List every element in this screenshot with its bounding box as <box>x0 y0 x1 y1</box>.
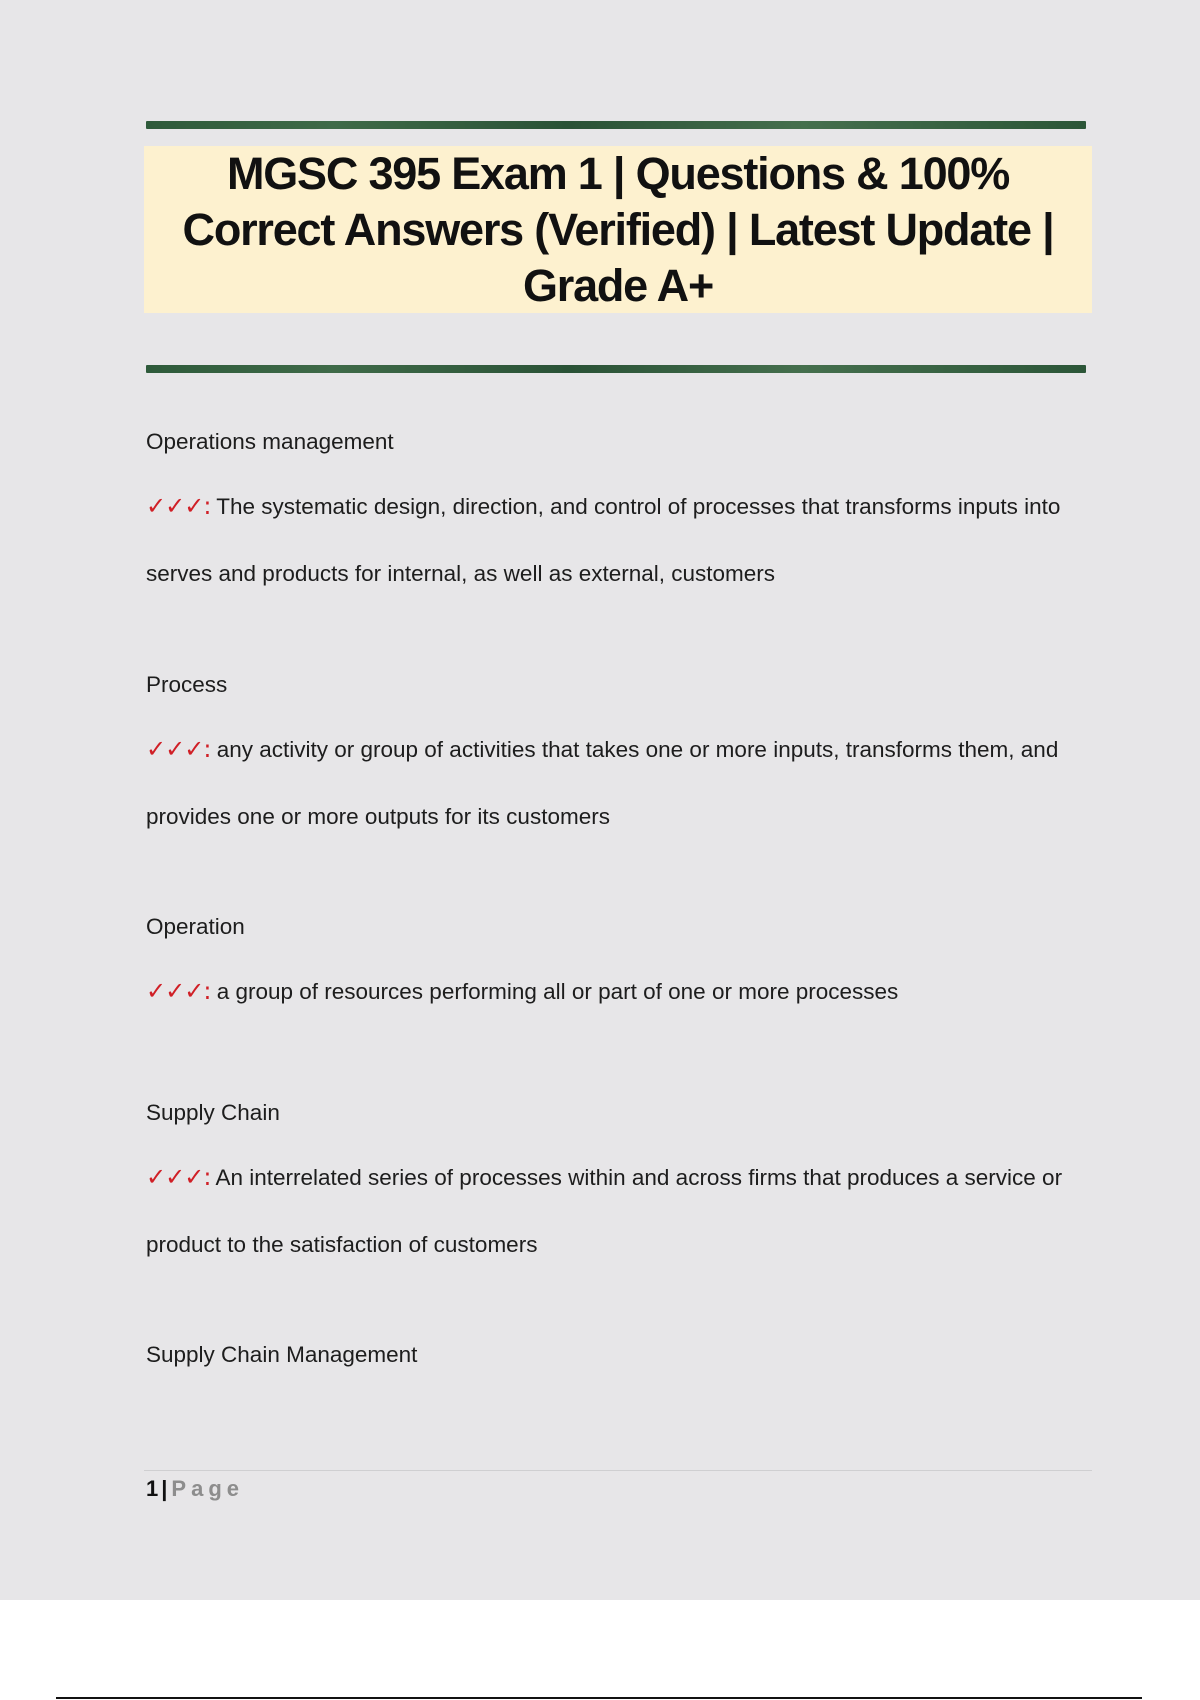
document-title: MGSC 395 Exam 1 | Questions & 100% Correct Answers (Verified) | Latest Update | Grade A+ <box>182 147 1054 311</box>
page-label: Page <box>171 1476 244 1501</box>
answer-text <box>146 473 1091 607</box>
answer-body: The systematic design, direction, and control of processes that transforms inputs into serves and products for internal, as well as external, customers <box>146 494 1061 586</box>
question-term: Operation <box>146 914 245 939</box>
answer-text <box>146 716 1091 850</box>
title-banner <box>144 146 1092 313</box>
answer-body: any activity or group of activities that takes one or more inputs, transforms them, and provides one or more outputs for its customers <box>146 737 1059 829</box>
title-bottom-rule <box>146 365 1086 373</box>
footer-separator: | <box>161 1476 168 1501</box>
question-term: Supply Chain Management <box>146 1342 418 1367</box>
question-term: Supply Chain <box>146 1100 280 1125</box>
footer-divider <box>144 1470 1092 1471</box>
page-number: 1 <box>146 1476 159 1501</box>
answer-text <box>146 1144 1091 1278</box>
answer-text <box>146 958 1091 1025</box>
check-mark-icon: ✓✓✓: <box>146 1163 211 1191</box>
answer-body: An interrelated series of processes within and across firms that produces a service or product to the satisfaction of customers <box>146 1165 1063 1257</box>
question-term: Process <box>146 672 228 697</box>
question-term: Operations management <box>146 429 394 454</box>
check-mark-icon: ✓✓✓: <box>146 492 211 520</box>
page-footer <box>146 1476 244 1502</box>
viewer-bottom-border <box>56 1697 1142 1699</box>
check-mark-icon: ✓✓✓: <box>146 977 211 1005</box>
check-mark-icon: ✓✓✓: <box>146 735 211 763</box>
answer-body: a group of resources performing all or part of one or more processes <box>216 979 899 1004</box>
title-top-rule <box>146 121 1086 129</box>
